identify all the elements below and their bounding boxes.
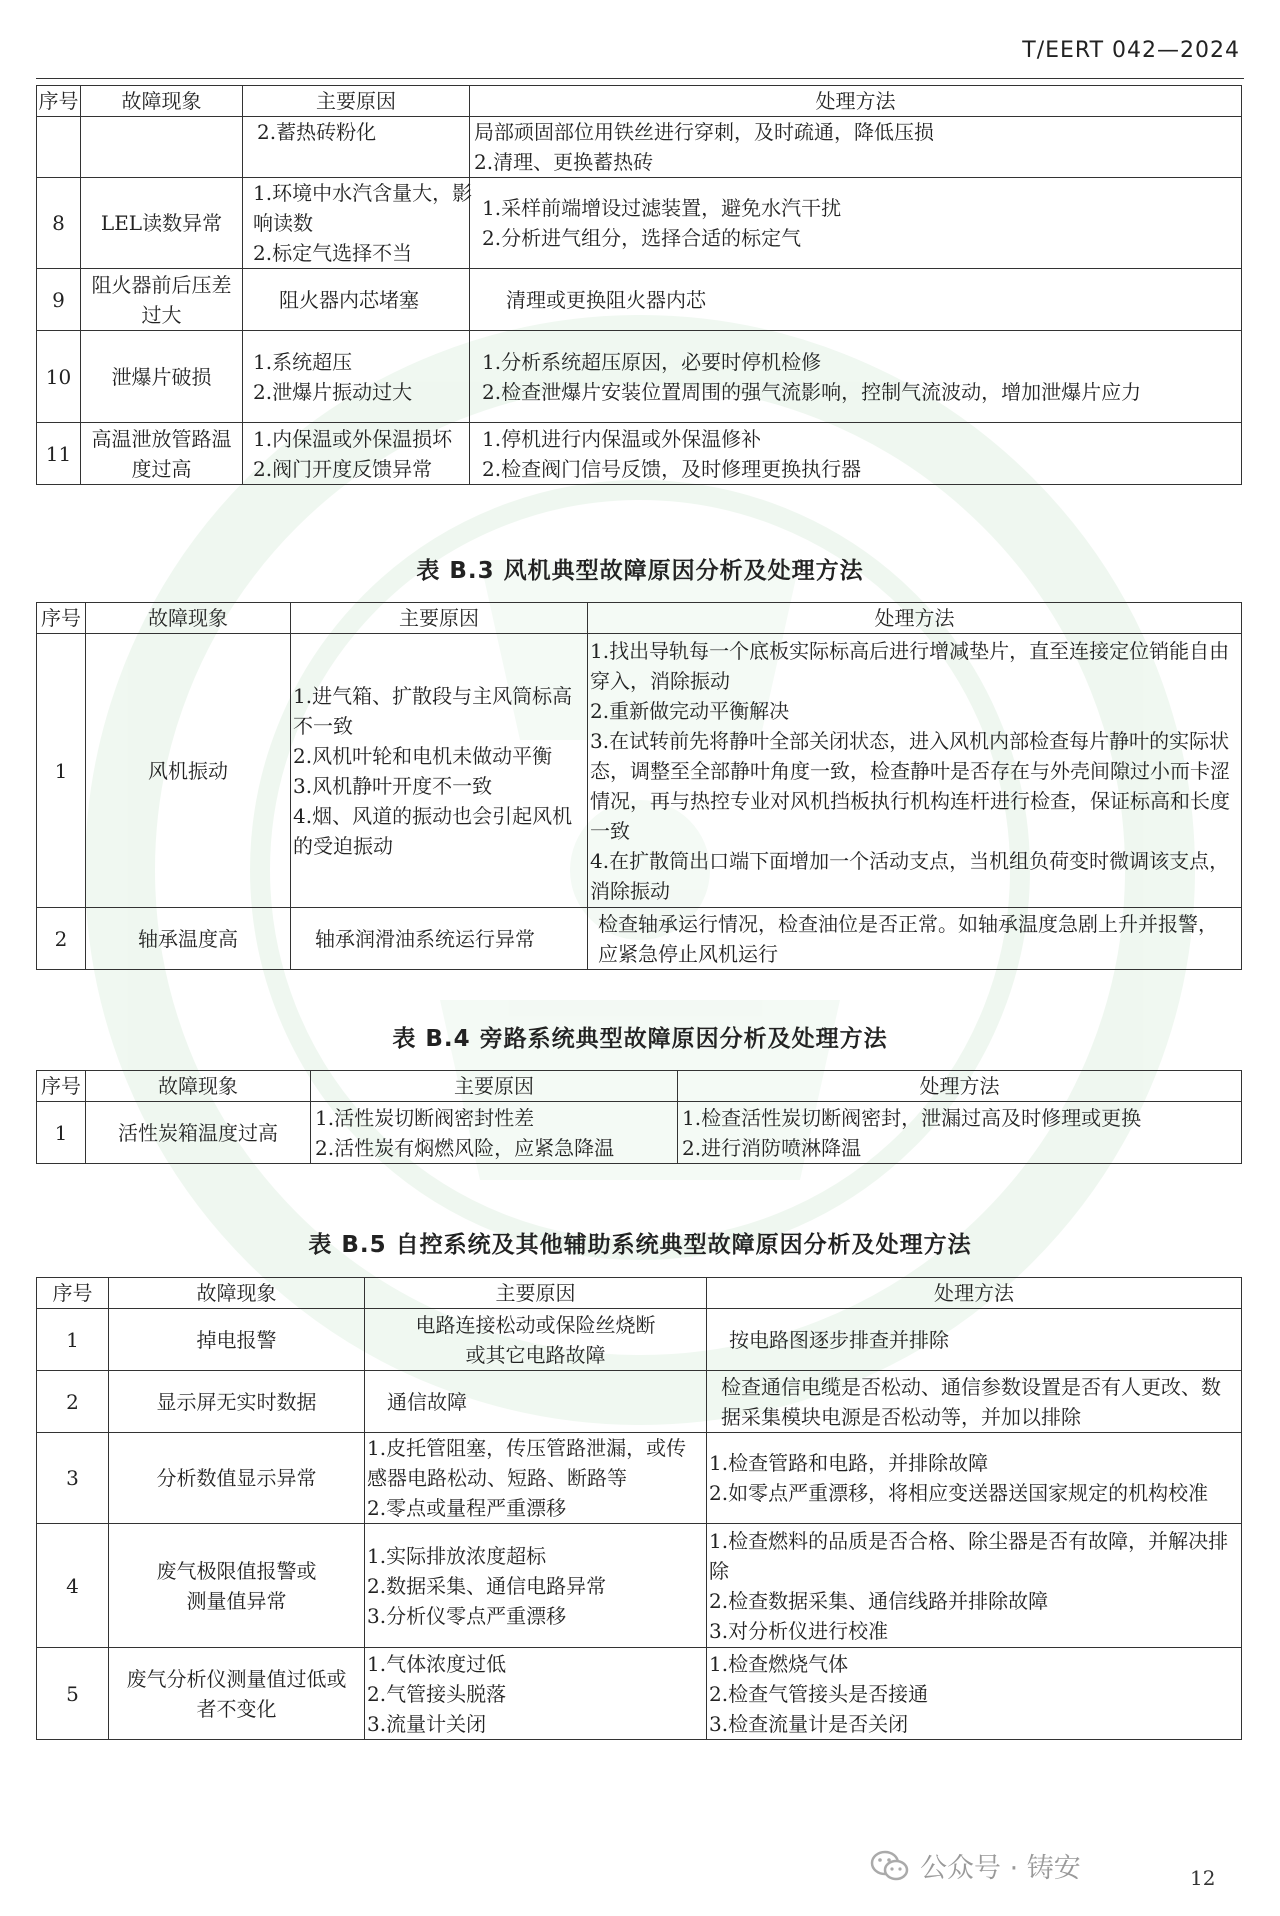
row-cause [291,634,588,908]
table-row [37,1648,1242,1740]
table-b3-title: 表 B.3 风机典型故障原因分析及处理方法 [416,558,864,584]
table-row [37,1524,1242,1648]
table-header-row [37,1071,1242,1102]
header-symptom: 故障现象 [109,1278,365,1309]
row-cause [311,1102,678,1164]
table-row [37,1371,1242,1433]
method-line: 3.对分析仪进行校准 [709,1618,889,1643]
row-method [470,331,1242,423]
table-header-row [37,1278,1242,1309]
header-method: 处理方法 [588,603,1242,634]
method-line: 2.重新做完动平衡解决 [590,698,790,723]
cause-line: 2.泄爆片振动过大 [253,379,413,404]
method-line: 2.分析进气组分，选择合适的标定气 [482,226,802,250]
method-line: 2.如零点严重漂移，将相应变送器送国家规定的机构校准 [709,1481,1209,1505]
header-cause: 主要原因 [291,603,588,634]
table-b2-continued [36,85,1242,485]
method-line: 3.在试转前先将静叶全部关闭状态，进入风机内部检查每片静叶的实际状态，调整至全部静叶角度一致，检查静叶是否存在与外壳间隙过小而卡涩情况，再与热控专业对风机挡板执行机构连杆进行检查，保证标高和长度一致 [590,728,1230,843]
row-symptom: 显示屏无实时数据 [109,1371,365,1433]
cause-line: 1.系统超压 [253,349,353,374]
table-row [37,1433,1242,1524]
row-cause [365,1433,707,1524]
cause-line: 3.流量计关闭 [367,1711,487,1736]
cause-line: 电路连接松动或保险丝烧断 [415,1312,656,1337]
row-symptom: 泄爆片破损 [81,331,243,423]
method-line: 4.在扩散筒出口端下面增加一个活动支点，当机组负荷变时微调该支点，消除振动 [590,848,1230,903]
cause-line: 1.环境中水汽含量大，影 [253,181,473,205]
header-method: 处理方法 [470,86,1242,117]
cause-line: 2.气管接头脱落 [367,1681,507,1706]
row-no: 2 [37,908,86,970]
row-symptom: 活性炭箱温度过高 [86,1102,311,1164]
row-symptom: 阻火器前后压差过大 [81,269,243,331]
cause-line: 阻火器内芯堵塞 [279,287,419,312]
method-line: 检查通信电缆是否松动、通信参数设置是否有人更改、数据采集模块电源是否松动等，并加以排除 [721,1374,1221,1429]
header-method: 处理方法 [707,1278,1242,1309]
row-cause [243,269,470,331]
row-method [707,1648,1242,1740]
method-line: 2.检查气管接头是否接通 [709,1681,929,1706]
row-no: 1 [37,634,86,908]
wechat-account-watermark [870,1846,1081,1885]
row-method [678,1102,1242,1164]
row-symptom: 轴承温度高 [86,908,291,970]
cause-line: 2.零点或量程严重漂移 [367,1496,567,1520]
table-header-row [37,86,1242,117]
method-line: 1.检查燃烧气体 [709,1651,849,1676]
row-cause [291,908,588,970]
table-row [37,1309,1242,1371]
table-row [37,331,1242,423]
cause-line: 通信故障 [387,1389,467,1414]
header-method: 处理方法 [678,1071,1242,1102]
method-line: 1.检查燃料的品质是否合格、除尘器是否有故障，并解决排除 [709,1528,1229,1583]
header-cause: 主要原因 [243,86,470,117]
method-line: 按电路图逐步排查并排除 [729,1327,949,1352]
method-line: 1.检查管路和电路，并排除故障 [709,1451,989,1475]
row-symptom: 掉电报警 [109,1309,365,1371]
header-no: 序号 [37,603,86,634]
page-number: 12 [1190,1866,1216,1890]
method-line: 2.检查阀门信号反馈，及时修理更换执行器 [482,456,862,481]
row-no: 1 [37,1102,86,1164]
cause-line: 4.烟、风道的振动也会引起风机的受迫振动 [293,803,573,858]
cause-line: 2.活性炭有焖燃风险，应紧急降温 [315,1135,615,1160]
header-no: 序号 [37,86,81,117]
cause-line: 2.蓄热砖粉化 [257,120,377,144]
table-b5 [36,1277,1242,1740]
method-line: 3.检查流量计是否关闭 [709,1711,909,1736]
row-cause [243,331,470,423]
table-row [37,269,1242,331]
standard-code: T/EERT 042—2024 [1022,38,1240,63]
table-row [37,634,1242,908]
method-line: 局部顽固部位用铁丝进行穿刺，及时疏通，降低压损 [474,120,934,144]
row-cause [365,1371,707,1433]
cause-line: 1.内保温或外保温损坏 [253,426,453,451]
row-cause [365,1648,707,1740]
row-symptom: 分析数值显示异常 [109,1433,365,1524]
cause-line: 1.实际排放浓度超标 [367,1543,547,1568]
row-method [470,423,1242,485]
row-symptom [109,1524,365,1648]
table-row [37,178,1242,269]
table-row [37,1102,1242,1164]
table-row [37,423,1242,485]
cause-line: 1.进气箱、扩散段与主风筒标高不一致 [293,683,573,738]
row-cause [365,1309,707,1371]
table-b5-title: 表 B.5 自控系统及其他辅助系统典型故障原因分析及处理方法 [308,1232,972,1258]
cause-line: 3.分析仪零点严重漂移 [367,1603,567,1628]
row-no: 9 [37,269,81,331]
row-no: 1 [37,1309,109,1371]
row-no: 8 [37,178,81,269]
method-line: 检查轴承运行情况，检查油位是否正常。如轴承温度急剧上升并报警，应紧急停止风机运行 [598,911,1218,966]
row-no: 10 [37,331,81,423]
header-symptom: 故障现象 [86,1071,311,1102]
row-method [588,634,1242,908]
row-no: 5 [37,1648,109,1740]
method-line: 2.清理、更换蓄热砖 [474,150,654,174]
method-line: 1.停机进行内保温或外保温修补 [482,426,762,451]
row-cause [243,178,473,269]
table-row [37,117,1242,178]
cause-line: 1.气体浓度过低 [367,1651,507,1676]
row-symptom: 风机振动 [86,634,291,908]
row-no: 11 [37,423,81,485]
row-method [470,117,1242,178]
row-symptom [109,1648,365,1740]
symptom-text: 废气分析仪测量值过低或者不变化 [126,1666,347,1721]
row-cause [243,117,470,178]
method-line: 1.检查活性炭切断阀密封，泄漏过高及时修理或更换 [682,1105,1142,1130]
table-b4 [36,1070,1242,1164]
header-cause: 主要原因 [365,1278,707,1309]
row-cause [243,423,470,485]
method-line: 清理或更换阻火器内芯 [506,287,706,312]
row-no: 2 [37,1371,109,1433]
row-no: 4 [37,1524,109,1648]
cause-line: 1.活性炭切断阀密封性差 [315,1105,535,1130]
row-method [470,269,1242,331]
method-line: 2.进行消防喷淋降温 [682,1135,862,1160]
wechat-icon [870,1849,910,1883]
row-symptom: 高温泄放管路温度过高 [81,423,243,485]
cause-line: 或其它电路故障 [465,1342,606,1367]
header-symptom: 故障现象 [86,603,291,634]
account-name: 公众号 · 铸安 [920,1853,1081,1884]
cause-line: 2.数据采集、通信电路异常 [367,1573,607,1598]
method-line: 1.找出导轨每一个底板实际标高后进行增减垫片，直至连接定位销能自由穿入，消除振动 [590,638,1230,693]
table-b4-title: 表 B.4 旁路系统典型故障原因分析及处理方法 [392,1026,888,1052]
row-symptom [81,117,243,178]
row-no [37,117,81,178]
cause-line: 响读数 [253,211,313,235]
table-b3 [36,602,1242,970]
header-no: 序号 [37,1071,86,1102]
header-rule [36,78,1244,79]
row-symptom: LEL读数异常 [81,178,243,269]
table-header-row [37,603,1242,634]
row-method [707,1524,1242,1648]
cause-line: 2.标定气选择不当 [253,241,413,265]
row-method [707,1433,1242,1524]
cause-line: 1.皮托管阻塞，传压管路泄漏，或传感器电路松动、短路、断路等 [367,1436,687,1490]
row-no: 3 [37,1433,109,1524]
symptom-text: 废气极限值报警或测量值异常 [156,1558,317,1613]
method-line: 2.检查泄爆片安装位置周围的强气流影响，控制气流波动，增加泄爆片应力 [482,379,1142,404]
table-row [37,908,1242,970]
header-cause: 主要原因 [311,1071,678,1102]
method-line: 2.检查数据采集、通信线路并排除故障 [709,1588,1049,1613]
cause-line: 2.阀门开度反馈异常 [253,456,433,481]
cause-line: 轴承润滑油系统运行异常 [315,926,535,951]
cause-line: 2.风机叶轮和电机未做动平衡 [293,743,553,768]
header-symptom: 故障现象 [81,86,243,117]
header-no: 序号 [37,1278,109,1309]
method-line: 1.采样前端增设过滤装置，避免水汽干扰 [482,196,842,220]
cause-line: 3.风机静叶开度不一致 [293,773,493,798]
row-method [707,1371,1242,1433]
method-line: 1.分析系统超压原因，必要时停机检修 [482,349,822,374]
row-method [707,1309,1242,1371]
row-method [470,178,1242,269]
row-cause [365,1524,707,1648]
row-method [588,908,1242,970]
